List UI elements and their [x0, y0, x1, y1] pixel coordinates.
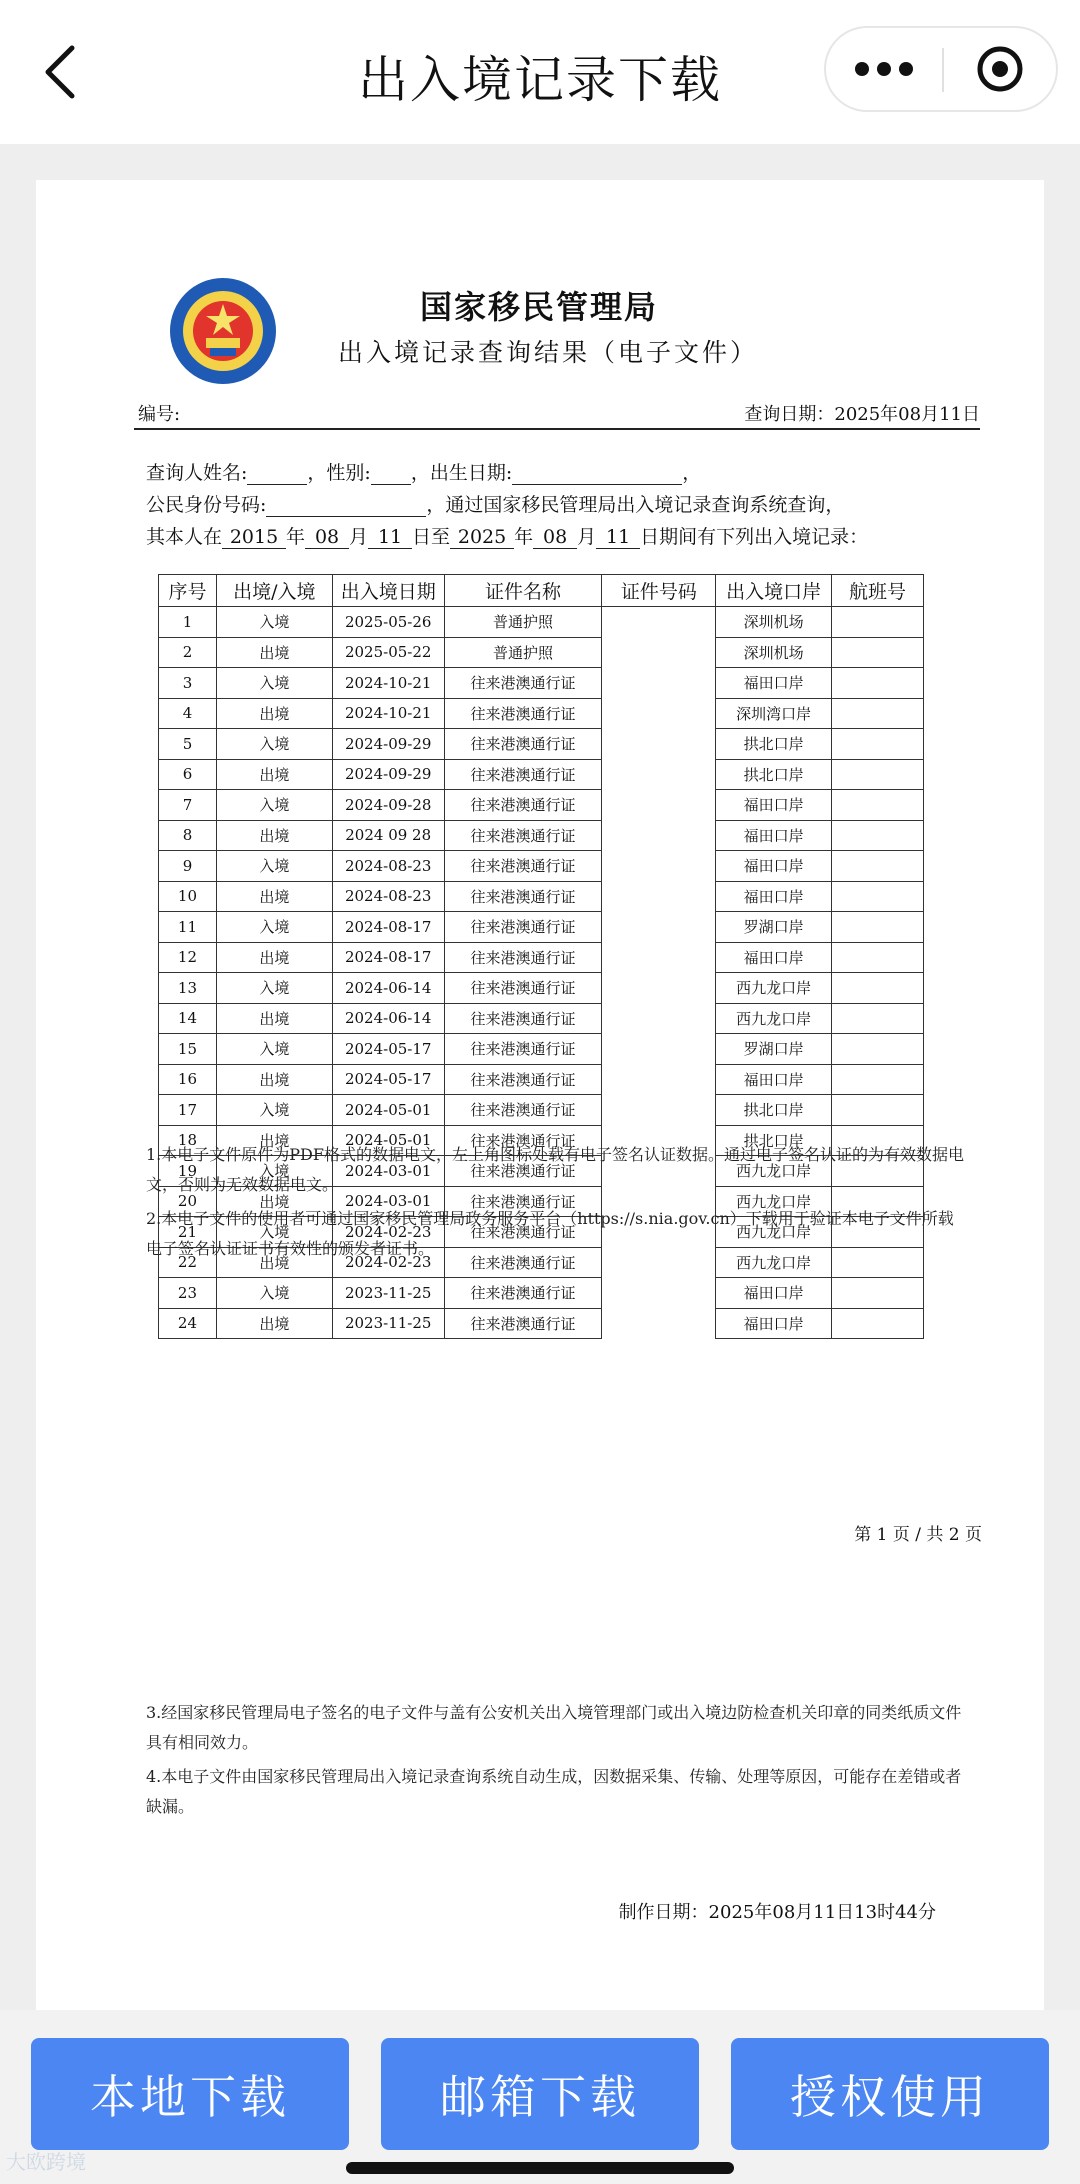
table-header-row [159, 575, 924, 607]
cell-document-type: 普通护照 [444, 637, 602, 668]
cell-document-type: 往来港澳通行证 [444, 1308, 602, 1339]
cell-direction: 出境 [216, 759, 332, 790]
cell-no: 7 [159, 790, 217, 821]
cell-direction: 出境 [216, 820, 332, 851]
note-1: 1.本电子文件原件为PDF格式的数据电文，左上角图标处载有电子签名认证数据。通过电子签名认证的为有效数据电文，否则为无效数据电文。 [146, 1145, 964, 1194]
cell-direction: 出境 [216, 637, 332, 668]
cell-direction: 出境 [216, 1125, 332, 1156]
cell-document-number [602, 668, 716, 699]
header-cell: 证件名称 [444, 575, 602, 607]
cell-no: 22 [159, 1247, 217, 1278]
cell-no: 3 [159, 668, 217, 699]
cell-port: 罗湖口岸 [716, 1034, 832, 1065]
cell-no: 5 [159, 729, 217, 760]
cell-date: 2024-05-17 [332, 1034, 444, 1065]
table-row [159, 790, 924, 821]
cell-flight [832, 1095, 924, 1126]
cell-document-type: 往来港澳通行证 [444, 820, 602, 851]
cell-document-type: 往来港澳通行证 [444, 1095, 602, 1126]
table-row [159, 820, 924, 851]
header-cell: 序号 [159, 575, 217, 607]
cell-port: 深圳湾口岸 [716, 698, 832, 729]
cell-port: 西九龙口岸 [716, 973, 832, 1004]
cell-document-number [602, 1095, 716, 1126]
cell-date: 2024 09 28 [332, 820, 444, 851]
cell-flight [832, 607, 924, 638]
cell-direction: 入境 [216, 790, 332, 821]
cell-document-number [602, 1308, 716, 1339]
page-number: 第 1 页 / 共 2 页 [854, 1525, 982, 1545]
cell-date: 2024-06-14 [332, 1003, 444, 1034]
cell-document-type: 往来港澳通行证 [444, 1034, 602, 1065]
cell-direction: 出境 [216, 881, 332, 912]
close-mini-program-icon[interactable] [944, 28, 1056, 110]
cell-document-type: 往来港澳通行证 [444, 698, 602, 729]
cell-port: 深圳机场 [716, 607, 832, 638]
cell-document-number [602, 790, 716, 821]
cell-document-type: 普通护照 [444, 607, 602, 638]
table-row [159, 1308, 924, 1339]
cell-document-type: 往来港澳通行证 [444, 1278, 602, 1309]
mini-program-capsule [824, 26, 1058, 112]
note-3: 3.经国家移民管理局电子签名的电子文件与盖有公安机关出入境管理部门或出入境边防检查机关印章的同类纸质文件具有相同效力。 [146, 1703, 962, 1752]
cell-direction: 入境 [216, 668, 332, 699]
cell-port: 福田口岸 [716, 851, 832, 882]
cell-date: 2024-08-23 [332, 851, 444, 882]
cell-port: 拱北口岸 [716, 1095, 832, 1126]
cell-document-type: 往来港澳通行证 [444, 881, 602, 912]
cell-port: 拱北口岸 [716, 1125, 832, 1156]
cell-document-type: 往来港澳通行证 [444, 729, 602, 760]
cell-port: 福田口岸 [716, 790, 832, 821]
birth-blank [512, 465, 682, 485]
cell-port: 福田口岸 [716, 1308, 832, 1339]
cell-direction: 入境 [216, 912, 332, 943]
cell-document-type: 往来港澳通行证 [444, 942, 602, 973]
table-row [159, 851, 924, 882]
id-number-line: 公民身份号码: ，通过国家移民管理局出入境记录查询系统查询， [146, 494, 845, 516]
table-row [159, 942, 924, 973]
table-row [159, 729, 924, 760]
cell-flight [832, 1308, 924, 1339]
cell-date: 2024-08-17 [332, 942, 444, 973]
cell-document-number [602, 637, 716, 668]
header-cell: 证件号码 [602, 575, 716, 607]
cell-document-type: 往来港澳通行证 [444, 1125, 602, 1156]
cell-flight [832, 759, 924, 790]
cell-date: 2024-02-23 [332, 1247, 444, 1278]
cell-no: 14 [159, 1003, 217, 1034]
table-row [159, 912, 924, 943]
authorize-use-button[interactable]: 授权使用 [731, 2038, 1049, 2150]
cell-date: 2024-06-14 [332, 973, 444, 1004]
cell-no: 16 [159, 1064, 217, 1095]
serial-label: 编号: [138, 404, 181, 425]
cell-port: 福田口岸 [716, 668, 832, 699]
cell-port: 西九龙口岸 [716, 1217, 832, 1248]
cell-flight [832, 820, 924, 851]
cell-port: 深圳机场 [716, 637, 832, 668]
cell-no: 9 [159, 851, 217, 882]
cell-port: 西九龙口岸 [716, 1003, 832, 1034]
table-row [159, 1003, 924, 1034]
header-cell: 出入境日期 [332, 575, 444, 607]
email-download-button[interactable]: 邮箱下载 [381, 2038, 699, 2150]
cell-document-number [602, 973, 716, 1004]
cell-port: 罗湖口岸 [716, 912, 832, 943]
cell-flight [832, 729, 924, 760]
id-blank [266, 497, 426, 517]
cell-date: 2025-05-26 [332, 607, 444, 638]
cell-flight [832, 698, 924, 729]
cell-no: 13 [159, 973, 217, 1004]
local-download-button[interactable]: 本地下载 [31, 2038, 349, 2150]
cell-direction: 出境 [216, 1003, 332, 1034]
cell-document-type: 往来港澳通行证 [444, 759, 602, 790]
cell-port: 福田口岸 [716, 1064, 832, 1095]
cell-date: 2024-02-23 [332, 1217, 444, 1248]
cell-port: 福田口岸 [716, 942, 832, 973]
cell-document-number [602, 1034, 716, 1065]
cell-flight [832, 942, 924, 973]
cell-direction: 入境 [216, 973, 332, 1004]
cell-port: 西九龙口岸 [716, 1156, 832, 1187]
cell-document-type: 往来港澳通行证 [444, 912, 602, 943]
cell-no: 12 [159, 942, 217, 973]
cell-no: 23 [159, 1278, 217, 1309]
table-row [159, 1034, 924, 1065]
cell-flight [832, 637, 924, 668]
table-row [159, 637, 924, 668]
cell-date: 2024-08-23 [332, 881, 444, 912]
table-row [159, 1064, 924, 1095]
query-date: 查询日期：2025年08月11日 [744, 404, 980, 425]
cell-direction: 入境 [216, 1095, 332, 1126]
cell-direction: 入境 [216, 1217, 332, 1248]
cell-date: 2024-05-01 [332, 1095, 444, 1126]
header-cell: 出入境口岸 [716, 575, 832, 607]
cell-document-number [602, 912, 716, 943]
cell-date: 2024-10-21 [332, 698, 444, 729]
cell-no: 10 [159, 881, 217, 912]
cell-direction: 入境 [216, 1034, 332, 1065]
cell-direction: 出境 [216, 1247, 332, 1278]
cell-date: 2024-10-21 [332, 668, 444, 699]
gender-blank [371, 465, 411, 485]
cell-no: 20 [159, 1186, 217, 1217]
cell-direction: 出境 [216, 698, 332, 729]
header-cell: 航班号 [832, 575, 924, 607]
cell-no: 15 [159, 1034, 217, 1065]
cell-document-type: 往来港澳通行证 [444, 973, 602, 1004]
cell-date: 2024-05-17 [332, 1064, 444, 1095]
cell-document-number [602, 729, 716, 760]
cell-document-type: 往来港澳通行证 [444, 1217, 602, 1248]
cell-flight [832, 668, 924, 699]
home-indicator[interactable] [346, 2162, 734, 2174]
organization-name: 国家移民管理局 [420, 288, 659, 326]
cell-document-number [602, 607, 716, 638]
immigration-emblem-icon [168, 276, 278, 386]
page-title: 出入境记录下载 [358, 51, 722, 109]
cell-date: 2023-11-25 [332, 1278, 444, 1309]
cell-date: 2024-05-01 [332, 1125, 444, 1156]
header-divider [134, 428, 980, 430]
more-icon[interactable] [826, 28, 942, 110]
cell-document-number [602, 759, 716, 790]
cell-flight [832, 851, 924, 882]
cell-port: 拱北口岸 [716, 729, 832, 760]
cell-date: 2024-09-29 [332, 729, 444, 760]
cell-no: 1 [159, 607, 217, 638]
nav-bar [0, 0, 1080, 144]
cell-date: 2024-08-17 [332, 912, 444, 943]
bottom-action-bar [0, 2010, 1080, 2184]
name-blank [247, 465, 307, 485]
cell-direction: 入境 [216, 607, 332, 638]
cell-document-number [602, 698, 716, 729]
cell-direction: 入境 [216, 729, 332, 760]
cell-no: 21 [159, 1217, 217, 1248]
cell-flight [832, 790, 924, 821]
cell-date: 2025-05-22 [332, 637, 444, 668]
cell-flight [832, 973, 924, 1004]
table-row [159, 698, 924, 729]
table-row [159, 1095, 924, 1126]
cell-no: 11 [159, 912, 217, 943]
table-row [159, 881, 924, 912]
cell-date: 2024-03-01 [332, 1186, 444, 1217]
cell-document-type: 往来港澳通行证 [444, 790, 602, 821]
cell-date: 2024-03-01 [332, 1156, 444, 1187]
cell-document-number [602, 1003, 716, 1034]
cell-port: 福田口岸 [716, 881, 832, 912]
cell-date: 2023-11-25 [332, 1308, 444, 1339]
cell-document-number [602, 851, 716, 882]
cell-no: 4 [159, 698, 217, 729]
cell-no: 17 [159, 1095, 217, 1126]
cell-date: 2024-09-29 [332, 759, 444, 790]
watermark: 大欧跨境 [6, 2150, 86, 2174]
cell-direction: 入境 [216, 1156, 332, 1187]
cell-document-type: 往来港澳通行证 [444, 1247, 602, 1278]
cell-direction: 出境 [216, 942, 332, 973]
cell-date: 2024-09-28 [332, 790, 444, 821]
cell-no: 2 [159, 637, 217, 668]
cell-document-number [602, 1064, 716, 1095]
table-row [159, 1278, 924, 1309]
cell-flight [832, 1003, 924, 1034]
cell-document-type: 往来港澳通行证 [444, 1003, 602, 1034]
cell-flight [832, 1064, 924, 1095]
document-subtitle: 出入境记录查询结果（电子文件） [338, 338, 759, 367]
period-line: 其本人在 2015 年 08 月 11 日至 2025 年 08 月 11 日期间有下列出入境记录： [146, 526, 869, 548]
cell-direction: 出境 [216, 1186, 332, 1217]
cell-port: 福田口岸 [716, 820, 832, 851]
table-row [159, 759, 924, 790]
made-date: 制作日期：2025年08月11日13时44分 [618, 1902, 936, 1923]
cell-document-number [602, 820, 716, 851]
cell-document-number [602, 942, 716, 973]
cell-no: 19 [159, 1156, 217, 1187]
cell-flight [832, 912, 924, 943]
table-row [159, 607, 924, 638]
cell-direction: 出境 [216, 1064, 332, 1095]
cell-no: 8 [159, 820, 217, 851]
cell-document-type: 往来港澳通行证 [444, 1186, 602, 1217]
cell-flight [832, 881, 924, 912]
cell-direction: 入境 [216, 1278, 332, 1309]
document-preview[interactable] [36, 180, 1044, 2010]
cell-document-type: 往来港澳通行证 [444, 851, 602, 882]
cell-no: 24 [159, 1308, 217, 1339]
cell-flight [832, 1034, 924, 1065]
table-row [159, 973, 924, 1004]
cell-document-type: 往来港澳通行证 [444, 1064, 602, 1095]
cell-document-type: 往来港澳通行证 [444, 668, 602, 699]
cell-document-type: 往来港澳通行证 [444, 1156, 602, 1187]
cell-document-number [602, 881, 716, 912]
cell-direction: 入境 [216, 851, 332, 882]
query-person-line: 查询人姓名: ，性别: ，出生日期: ， [146, 462, 702, 484]
cell-port: 拱北口岸 [716, 759, 832, 790]
cell-no: 18 [159, 1125, 217, 1156]
cell-port: 西九龙口岸 [716, 1247, 832, 1278]
cell-direction: 出境 [216, 1308, 332, 1339]
cell-no: 6 [159, 759, 217, 790]
note-4: 4.本电子文件由国家移民管理局出入境记录查询系统自动生成，因数据采集、传输、处理等原因，可能存在差错或者缺漏。 [146, 1767, 962, 1816]
cell-port: 福田口岸 [716, 1278, 832, 1309]
table-row [159, 668, 924, 699]
header-cell: 出境/入境 [216, 575, 332, 607]
cell-flight [832, 1278, 924, 1309]
cell-document-number [602, 1278, 716, 1309]
note-2: 2.本电子文件的使用者可通过国家移民管理局政务服务平台（https://s.nia.gov.cn）下载用于验证本电子文件所载电子签名认证证书有效性的颁发者证书。 [146, 1209, 954, 1258]
cell-port: 西九龙口岸 [716, 1186, 832, 1217]
